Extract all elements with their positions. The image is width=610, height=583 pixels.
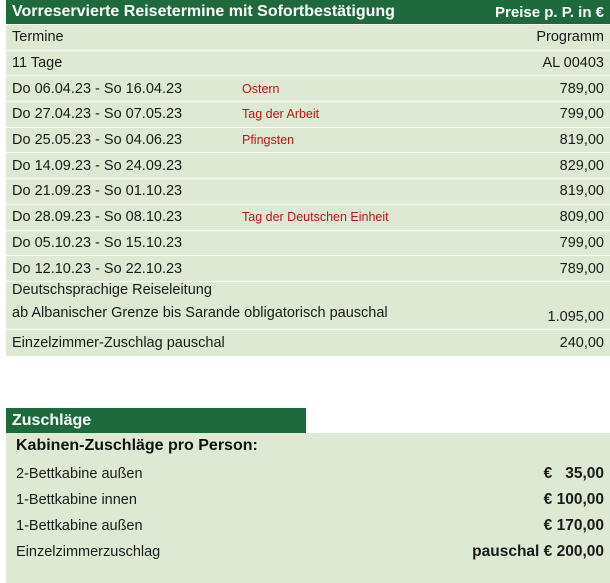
single-room-price: 240,00 (559, 334, 604, 351)
date-row (6, 102, 610, 128)
guide-line-1: Deutschsprachige Reiseleitung (12, 281, 212, 298)
date-row (6, 231, 610, 257)
date-range: Do 25.05.23 - So 04.06.23 (12, 132, 183, 149)
date-row (6, 153, 610, 179)
date-row (6, 128, 610, 154)
surcharge-label: 1-Bettkabine innen (16, 492, 137, 508)
surcharge-value: € 100,00 (543, 491, 604, 508)
duration-row (6, 51, 610, 77)
surcharge-label: Einzelzimmerzuschlag (16, 544, 161, 560)
surcharge-row (6, 461, 610, 487)
holiday-label: Ostern (242, 81, 280, 96)
date-price: 789,00 (559, 260, 604, 277)
date-range: Do 27.04.23 - So 07.05.23 (12, 106, 183, 123)
surcharges-title: Zuschläge (12, 411, 92, 429)
surcharges-subtitle: Kabinen-Zuschläge pro Person: (16, 437, 258, 454)
date-range: Do 06.04.23 - So 16.04.23 (12, 80, 183, 97)
surcharge-row (6, 487, 610, 513)
date-price: 789,00 (559, 80, 604, 97)
surcharge-row (6, 513, 610, 539)
guide-line-2: ab Albanischer Grenze bis Sarande obligatorisch pauschal (12, 304, 388, 321)
single-room-row (6, 330, 610, 356)
col-programm: Programm (536, 29, 604, 46)
duration: 11 Tage (12, 55, 63, 72)
date-price: 799,00 (559, 234, 604, 251)
date-range: Do 21.09.23 - So 01.10.23 (12, 183, 183, 200)
col-termine: Termine (12, 29, 64, 46)
date-price: 819,00 (559, 132, 604, 149)
holiday-label: Tag der Deutschen Einheit (242, 210, 389, 225)
date-price: 819,00 (559, 183, 604, 200)
date-range: Do 12.10.23 - So 22.10.23 (12, 260, 183, 277)
dates-table-header (6, 0, 610, 25)
surcharge-label: 2-Bettkabine außen (16, 466, 143, 482)
holiday-label: Tag der Arbeit (242, 107, 320, 122)
surcharges-header (6, 408, 306, 433)
guide-row (6, 282, 610, 330)
column-header-row (6, 25, 610, 51)
date-range: Do 14.09.23 - So 24.09.23 (12, 157, 183, 174)
surcharge-row (6, 539, 610, 565)
surcharges-table (6, 408, 610, 583)
program-code: AL 00403 (542, 55, 604, 72)
dates-table-title: Vorreservierte Reisetermine mit Sofortbestätigung (12, 3, 395, 20)
dates-table (6, 0, 610, 356)
date-range: Do 28.09.23 - So 08.10.23 (12, 209, 183, 226)
date-row (6, 179, 610, 205)
surcharge-value: pauschal € 200,00 (472, 543, 604, 560)
date-price: 799,00 (559, 106, 604, 123)
date-row (6, 205, 610, 231)
surcharge-label: 1-Bettkabine außen (16, 518, 143, 534)
surcharge-value: € 35,00 (543, 465, 604, 482)
surcharge-value: € 170,00 (543, 517, 604, 534)
guide-price: 1.095,00 (547, 308, 604, 325)
date-range: Do 05.10.23 - So 15.10.23 (12, 234, 183, 251)
holiday-label: Pfingsten (242, 133, 295, 148)
date-price: 809,00 (559, 209, 604, 226)
date-price: 829,00 (559, 157, 604, 174)
price-note: Preise p. P. in € (495, 3, 604, 21)
date-row (6, 76, 610, 102)
single-room-label: Einzelzimmer-Zuschlag pauschal (12, 334, 225, 351)
